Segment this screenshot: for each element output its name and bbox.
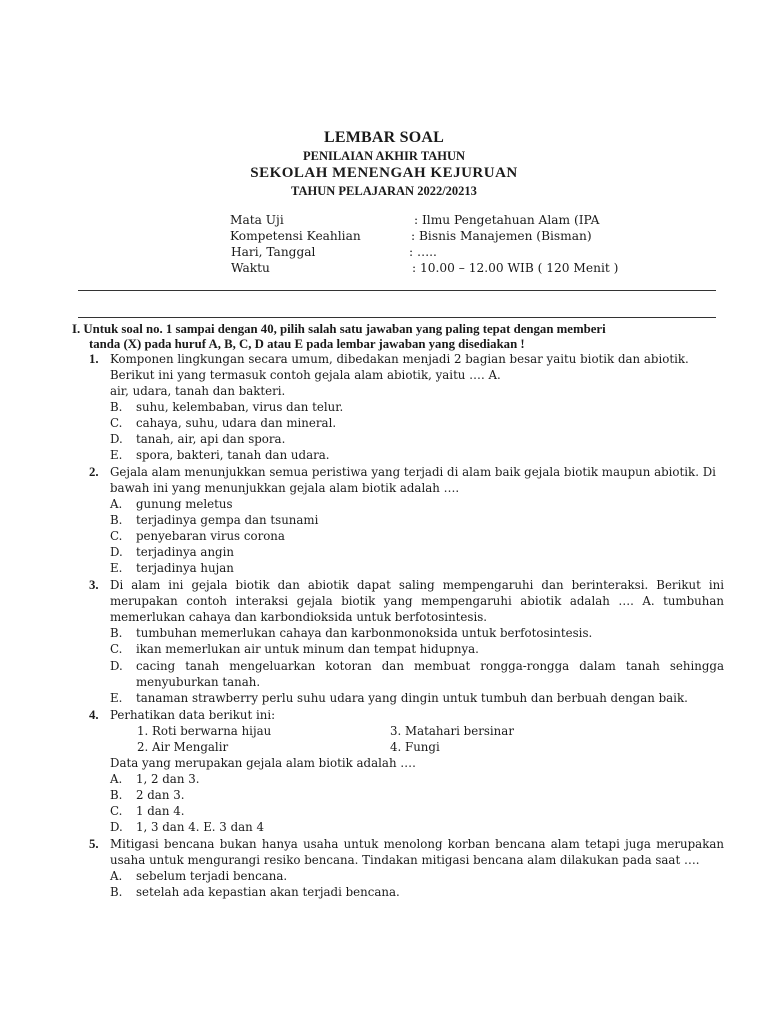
q4-option-a-letter: A.: [110, 772, 123, 786]
q2-option-c-letter: C.: [110, 529, 123, 543]
q2-option-e-letter: E.: [110, 561, 123, 575]
q4-option-d: 1, 3 dan 4. E. 3 dan 4: [136, 820, 265, 834]
q1-option-e: spora, bakteri, tanah dan udara.: [136, 448, 330, 462]
q1-option-b-letter: B.: [110, 400, 123, 414]
q4-option-a: 1, 2 dan 3.: [136, 772, 200, 786]
q1-option-d: tanah, air, api dan spora.: [136, 432, 286, 446]
q3-option-c-letter: C.: [110, 642, 123, 656]
academic-year: TAHUN PELAJARAN 2022/20213: [291, 184, 477, 198]
info-value-hari: : …..: [409, 245, 437, 259]
info-value-waktu: : 10.00 – 12.00 WIB ( 120 Menit ): [412, 261, 619, 275]
q2-text-1: Gejala alam menunjukkan semua peristiwa yang terjadi di alam baik gejala biotik maupun abiotik. Di: [110, 465, 716, 479]
q1-text-2: Berikut ini yang termasuk contoh gejala alam abiotik, yaitu …. A.: [110, 368, 501, 382]
q4-option-d-letter: D.: [110, 820, 123, 834]
q3-option-d: cacing tanah mengeluarkan kotoran dan membuat rongga-rongga dalam tanah sehingga: [136, 659, 724, 673]
school-name: SEKOLAH MENENGAH KEJURUAN: [250, 165, 518, 181]
q5-text-1: Mitigasi bencana bukan hanya usaha untuk menolong korban bencana alam tetapi juga merupakan: [110, 837, 724, 851]
info-label-waktu: Waktu: [231, 261, 270, 275]
q4-text-2: Data yang merupakan gejala alam biotik adalah ….: [110, 756, 416, 770]
q2-option-e: terjadinya hujan: [136, 561, 234, 575]
q5-option-a-letter: A.: [110, 869, 123, 883]
info-label-mata-uji: Mata Uji: [230, 213, 284, 227]
q2-option-b-letter: B.: [110, 513, 123, 527]
q5-option-b: setelah ada kepastian akan terjadi bencana.: [136, 885, 400, 899]
q1-text-1: Komponen lingkungan secara umum, dibedakan menjadi 2 bagian besar yaitu biotik dan abiotik.: [110, 352, 689, 366]
q3-option-d-letter: D.: [110, 659, 123, 673]
q5-text-2: usaha untuk mengurangi resiko bencana. Tindakan mitigasi bencana alam dilakukan pada saat ….: [110, 853, 700, 867]
q4-option-c: 1 dan 4.: [136, 804, 185, 818]
q4-option-c-letter: C.: [110, 804, 123, 818]
document-title: LEMBAR SOAL: [324, 129, 444, 146]
q4-option-b: 2 dan 3.: [136, 788, 185, 802]
q2-number: 2.: [89, 465, 99, 479]
q1-option-c-letter: C.: [110, 416, 123, 430]
document-header: [0, 128, 768, 200]
exam-subtitle: PENILAIAN AKHIR TAHUN: [302, 149, 466, 163]
q3-number: 3.: [89, 578, 99, 592]
q3-text-1: Di alam ini gejala biotik dan abiotik dapat saling mempengaruhi dan berinteraksi. Berikut ini: [110, 578, 724, 592]
info-value-mata-uji: : Ilmu Pengetahuan Alam (IPA: [414, 213, 600, 227]
q2-option-a-letter: A.: [110, 497, 123, 511]
q3-text-2: merupakan contoh interaksi gejala biotik yang mempengaruhi abiotik adalah …. A. tumbuhan: [110, 594, 724, 608]
info-label-hari: Hari, Tanggal: [231, 245, 316, 259]
q4-option-b-letter: B.: [110, 788, 123, 802]
info-label-kompetensi: Kompetensi Keahlian: [230, 229, 361, 243]
q4-item-3: 3. Matahari bersinar: [390, 724, 514, 738]
q2-option-c: penyebaran virus corona: [136, 529, 285, 543]
instruction-line-2: tanda (X) pada huruf A, B, C, D atau E pada lembar jawaban yang disediakan !: [89, 337, 525, 351]
divider-bottom: [78, 317, 716, 318]
q2-option-a: gunung meletus: [136, 497, 233, 511]
q1-option-d-letter: D.: [110, 432, 123, 446]
q4-number: 4.: [89, 708, 99, 722]
q3-option-b-letter: B.: [110, 626, 123, 640]
q2-option-b: terjadinya gempa dan tsunami: [136, 513, 319, 527]
q3-option-b: tumbuhan memerlukan cahaya dan karbonmonoksida untuk berfotosintesis.: [136, 626, 593, 640]
q1-option-b: suhu, kelembaban, virus dan telur.: [136, 400, 344, 414]
q1-option-e-letter: E.: [110, 448, 123, 462]
q1-option-a: air, udara, tanah dan bakteri.: [110, 384, 286, 398]
q4-item-4: 4. Fungi: [390, 740, 440, 754]
q5-number: 5.: [89, 837, 99, 851]
q4-item-2: 2. Air Mengalir: [137, 740, 229, 754]
q3-option-a: memerlukan cahaya dan karbondioksida untuk berfotosintesis.: [110, 610, 488, 624]
q1-number: 1.: [89, 352, 99, 366]
q3-option-e: tanaman strawberry perlu suhu udara yang dingin untuk tumbuh dan berbuah dengan baik.: [136, 691, 688, 705]
instruction-line-1: I. Untuk soal no. 1 sampai dengan 40, pilih salah satu jawaban yang paling tepat dengan memberi: [72, 322, 606, 336]
q3-option-e-letter: E.: [110, 691, 123, 705]
q5-option-a: sebelum terjadi bencana.: [136, 869, 288, 883]
q1-option-c: cahaya, suhu, udara dan mineral.: [136, 416, 337, 430]
q4-text-1: Perhatikan data berikut ini:: [110, 708, 276, 722]
q5-option-b-letter: B.: [110, 885, 123, 899]
q3-option-c: ikan memerlukan air untuk minum dan tempat hidupnya.: [136, 642, 479, 656]
q2-text-2: bawah ini yang menunjukkan gejala alam biotik adalah ….: [110, 481, 460, 495]
info-value-kompetensi: : Bisnis Manajemen (Bisman): [411, 229, 592, 243]
q2-option-d-letter: D.: [110, 545, 123, 559]
divider-top: [78, 290, 716, 291]
q3-option-d-cont: menyuburkan tanah.: [136, 675, 261, 689]
q2-option-d: terjadinya angin: [136, 545, 234, 559]
q4-item-1: 1. Roti berwarna hijau: [137, 724, 272, 738]
